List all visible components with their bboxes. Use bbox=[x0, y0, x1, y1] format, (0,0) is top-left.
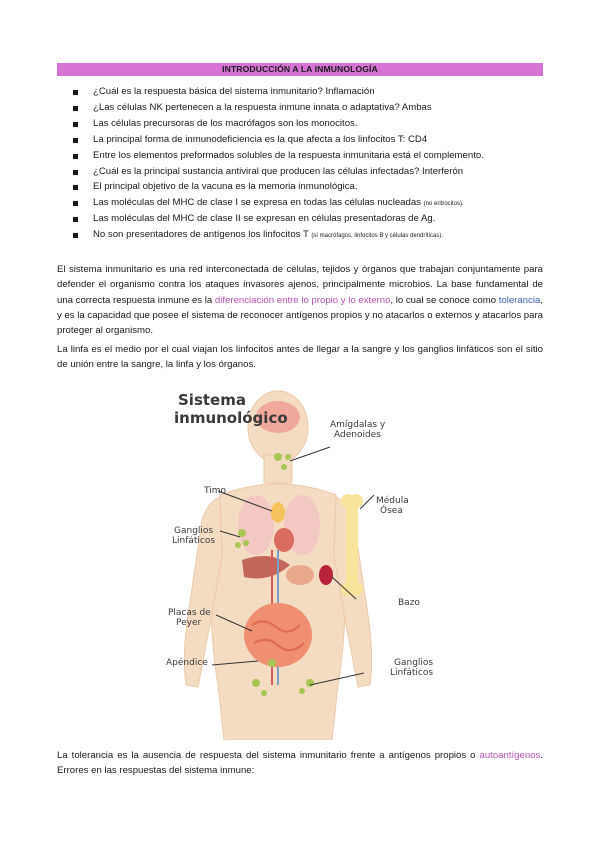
figure-title-line1: Sistema bbox=[178, 391, 246, 409]
label-ganglios-lower: Ganglios bbox=[394, 658, 434, 668]
label-apendice: Apéndice bbox=[166, 658, 208, 668]
question-list bbox=[57, 85, 547, 244]
label-amigdalas: Amígdalas y bbox=[330, 420, 386, 430]
label-timo: Timo bbox=[204, 486, 226, 496]
section-title: INTRODUCCIÓN A LA INMUNOLOGÍA bbox=[57, 63, 543, 76]
label-adenoides: Adenoides bbox=[334, 430, 381, 440]
highlight-term: autoantígenos bbox=[479, 750, 541, 761]
label-linfaticos-lower: Linfáticos bbox=[390, 668, 434, 678]
figure-title-line2: inmunológico bbox=[174, 409, 288, 427]
list-item: ¿Cuál es la respuesta básica del sistema inmunitario? Inflamación bbox=[57, 85, 547, 101]
label-peyer: Peyer bbox=[176, 618, 202, 628]
immune-system-figure bbox=[160, 385, 445, 740]
list-item: Las células precursoras de los macrófagos son los monocitos. bbox=[57, 117, 547, 133]
label-placas: Placas de bbox=[168, 608, 211, 618]
list-item: La principal forma de inmunodeficiencia es la que afecta a los linfocitos T: CD4 bbox=[57, 133, 547, 149]
tolerance-paragraph: La tolerancia es la ausencia de respuesta del sistema inmunitario frente a antígenos propios o autoantígenos. Errores en las respuestas del sistema inmune: bbox=[57, 750, 543, 777]
list-item: ¿Cuál es la principal sustancia antiviral que producen las células infectadas? Interferón bbox=[57, 165, 547, 181]
list-item: No son presentadores de antígenos los linfocitos T (sí macrófagos, linfocitos B y células dendríticas). bbox=[57, 228, 547, 244]
label-linfaticos-upper: Linfáticos bbox=[172, 536, 216, 546]
highlight-term: tolerancia bbox=[498, 294, 541, 306]
lymph-paragraph: La linfa es el medio por el cual viajan los linfocitos antes de llegar a la sangre y los ganglios linfáticos son el sitio de unión entre la sangre, la linfa y los órganos. bbox=[57, 344, 543, 371]
list-item: ¿Las células NK pertenecen a la respuesta inmune innata o adaptativa? Ambas bbox=[57, 101, 547, 117]
highlight-term: diferenciación entre lo propio y lo externo bbox=[214, 294, 391, 306]
list-item: Entre los elementos preformados solubles de la respuesta inmunitaria está el complemento. bbox=[57, 149, 547, 165]
label-ganglios-upper: Ganglios bbox=[174, 526, 214, 536]
label-bazo: Bazo bbox=[398, 598, 420, 608]
list-item: Las moléculas del MHC de clase II se expresan en células presentadoras de Ag. bbox=[57, 212, 547, 228]
list-item: Las moléculas del MHC de clase I se expresa en todas las células nucleadas (no eritrocitos). bbox=[57, 196, 547, 212]
list-item: El principal objetivo de la vacuna es la memoria inmunológica. bbox=[57, 180, 547, 196]
label-osea: Ósea bbox=[380, 506, 403, 516]
intro-paragraph: El sistema inmunitario es una red interconectada de células, tejidos y órganos que trabajan conjuntamente para defender el organismo contra los ataques invasores ajenos, principalmente microbios. La base fundamental de una correcta respuesta inmune es la diferenciación entre lo propio y lo externo, lo cual se conoce como tolerancia, y es la capacidad que posee el sistema de reconocer antígenos propios y no atacarlos o externos y atacarlos para proteger al organismo. bbox=[57, 264, 543, 337]
label-medula: Médula bbox=[376, 496, 409, 506]
body-illustration bbox=[160, 385, 445, 740]
